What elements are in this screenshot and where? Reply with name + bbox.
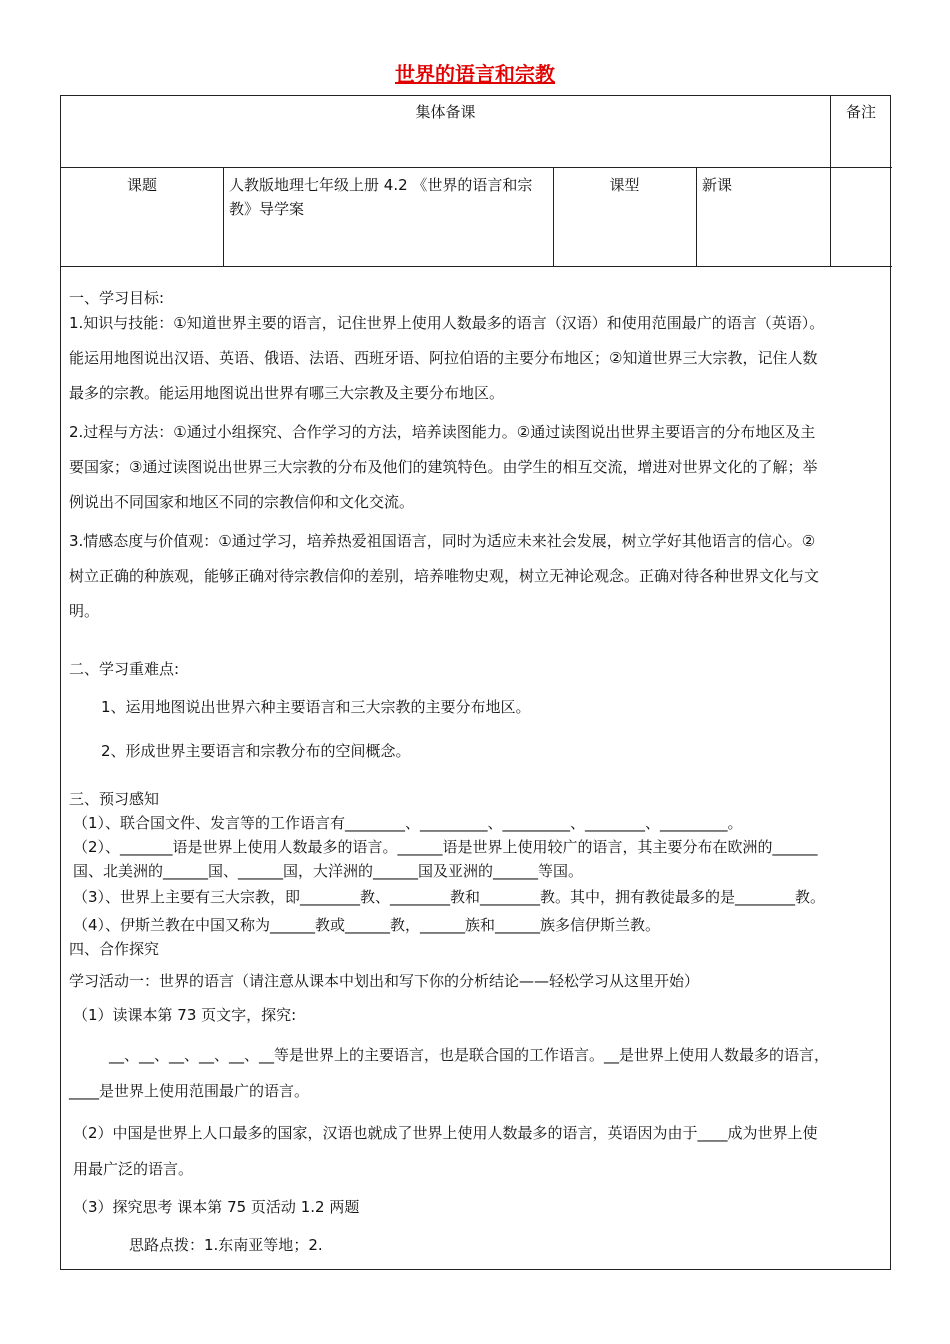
preview-q2: （2）、_______语是世界上使用人数最多的语言。______语是世界上使用较广的语言，其主要分布在欧洲的______国、北美洲的______国、______国，大洋洲的______国及亚洲的______等国。 xyxy=(73,838,818,880)
row-divider xyxy=(61,167,892,168)
preview-q1: （1）、联合国文件、发言等的工作语言有________、_________、_________、________、_________。 xyxy=(73,814,743,832)
objectives-heading: 一、学习目标: xyxy=(69,289,165,307)
type-label: 课型 xyxy=(609,176,640,194)
lesson-content xyxy=(69,286,829,1257)
explore-q1-answer: __、__、__、__、__、__等是世界上的主要语言，也是联合国的工作语言。__是世界上使用人数最多的语言，____是世界上使用范围最广的语言。 xyxy=(69,1046,830,1100)
type-value: 新课 xyxy=(702,176,733,194)
page-title: 世界的语言和宗教 xyxy=(395,62,555,86)
row-divider xyxy=(61,266,892,267)
remark-header: 备注 xyxy=(845,103,876,121)
key-point-2: 2、形成世界主要语言和宗教分布的空间概念。 xyxy=(101,742,411,760)
collective-header: 集体备课 xyxy=(415,103,476,121)
divider xyxy=(696,167,697,266)
objective-knowledge: 1.知识与技能：①知道世界主要的语言，记住世界上使用人数最多的语言（汉语）和使用范围最广的语言（英语）。能运用地图说出汉语、英语、俄语、法语、西班牙语、阿拉伯语的主要分布地区；②知道世界三大宗教，记住人数最多的宗教。能运用地图说出世界有哪三大宗教及主要分布地区。 xyxy=(69,314,825,402)
topic-value: 人教版地理七年级上册 4.2 《世界的语言和宗教》导学案 xyxy=(229,176,533,218)
preview-q4: （4）、伊斯兰教在中国又称为______教或______教，______族和______族多信伊斯兰教。 xyxy=(73,916,661,934)
activity-1: 学习活动一：世界的语言（请注意从课本中划出和写下你的分析结论——轻松学习从这里开始） xyxy=(69,972,700,990)
topic-label: 课题 xyxy=(126,176,157,194)
divider xyxy=(223,167,224,266)
explore-q2: （2）中国是世界上人口最多的国家，汉语也就成了世界上使用人数最多的语言，英语因为由于____成为世界上使用最广泛的语言。 xyxy=(73,1124,818,1178)
objective-process: 2.过程与方法：①通过小组探究、合作学习的方法，培养读图能力。②通过读图说出世界主要语言的分布地区及主要国家；③通过读图说出世界三大宗教的分布及他们的建筑特色。由学生的相互交流，增进对世界文化的了解；举例说出不同国家和地区不同的宗教信仰和文化交流。 xyxy=(69,423,818,511)
lesson-table xyxy=(60,95,891,1270)
preview-heading: 三、预习感知 xyxy=(69,790,160,808)
objective-emotion: 3.情感态度与价值观：①通过学习，培养热爱祖国语言，同时为适应未来社会发展，树立学好其他语言的信心。②树立正确的种族观，能够正确对待宗教信仰的差别，培养唯物史观，树立无神论观念。正确对待各种世界文化与文明。 xyxy=(69,532,820,620)
key-point-1: 1、运用地图说出世界六种主要语言和三大宗教的主要分布地区。 xyxy=(101,698,531,716)
explore-heading: 四、合作探究 xyxy=(69,940,160,958)
preview-q3: （3）、世界上主要有三大宗教，即________教、________教和________教。其中，拥有教徒最多的是________教。 xyxy=(73,888,826,906)
explore-q3-hint: 思路点拨：1.东南亚等地；2. xyxy=(129,1236,323,1254)
explore-q3: （3）探究思考 课本第 75 页活动 1.2 两题 xyxy=(73,1198,360,1216)
explore-q1: （1）读课本第 73 页文字，探究: xyxy=(73,1006,297,1024)
key-points-heading: 二、学习重难点: xyxy=(69,660,180,678)
